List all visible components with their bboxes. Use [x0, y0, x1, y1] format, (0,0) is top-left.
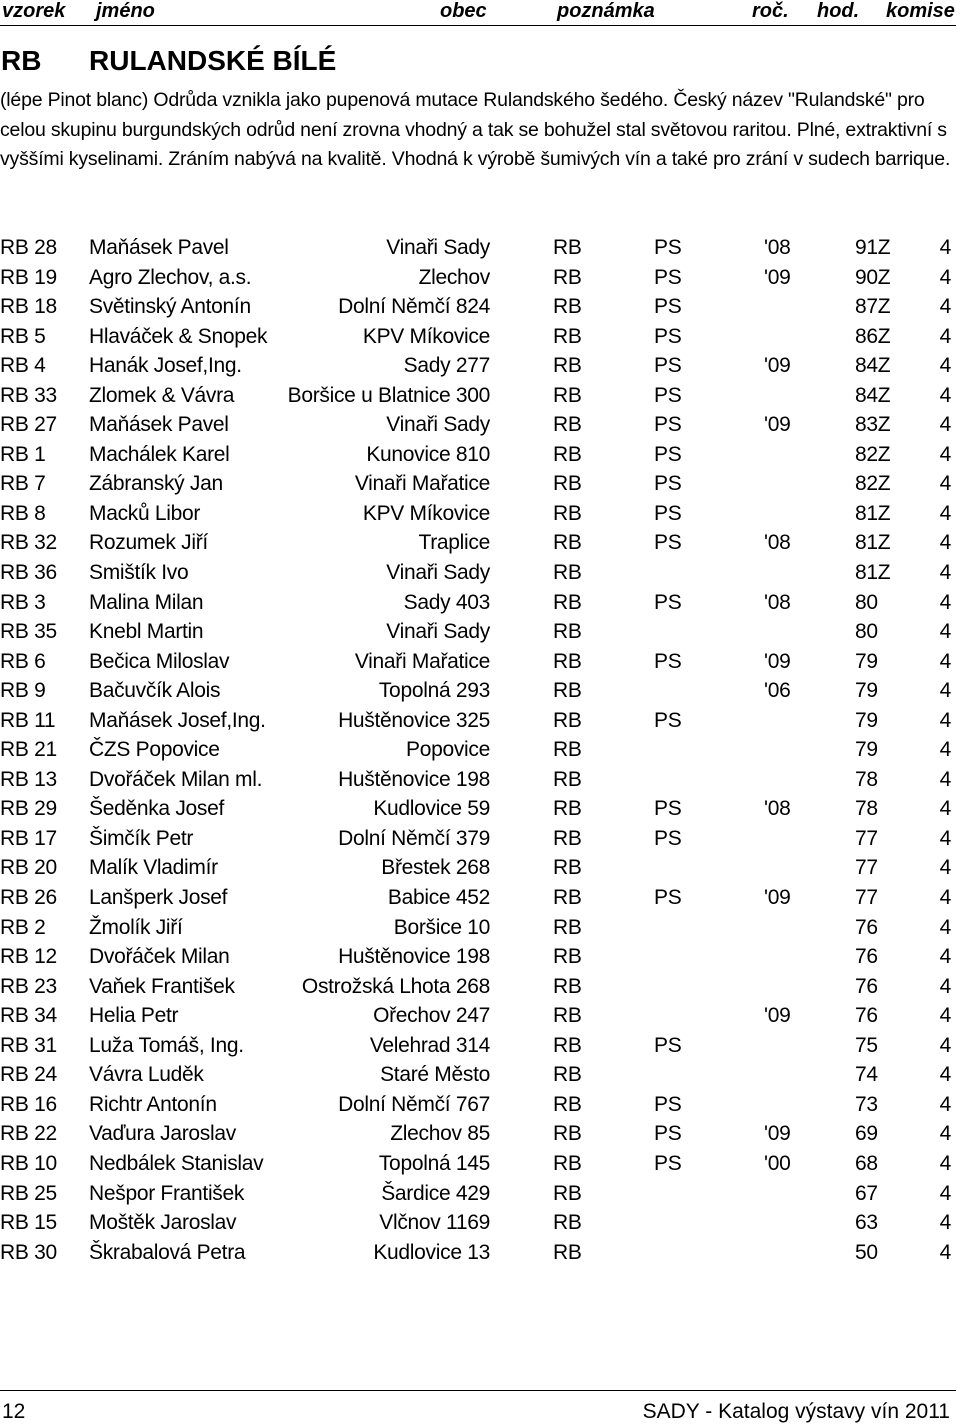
- variety-code: RB: [1, 45, 42, 76]
- sample-code: RB 20: [0, 856, 57, 880]
- column-header: [0, 0, 956, 26]
- village: Dolní Němčí 379: [338, 826, 490, 850]
- sample-code: RB 7: [0, 472, 46, 496]
- sample-code: RB 21: [0, 738, 57, 762]
- sample-code: RB 17: [0, 826, 57, 850]
- note: PS: [654, 886, 682, 910]
- rating: 76: [855, 945, 878, 969]
- producer-name: Nešpor František: [89, 1181, 245, 1205]
- table-row: [0, 1208, 956, 1238]
- commission: 4: [939, 1151, 951, 1175]
- rating: 81Z: [855, 561, 891, 585]
- table-row: [0, 942, 956, 972]
- sample-code: RB 13: [0, 767, 57, 791]
- table-row: [0, 647, 956, 677]
- producer-name: Luža Tomáš, Ing.: [89, 1033, 244, 1057]
- commission: 4: [939, 561, 951, 585]
- table-row: [0, 233, 956, 263]
- header-roc: roč.: [752, 0, 789, 22]
- table-row: [0, 1001, 956, 1031]
- producer-name: Zlomek & Vávra: [89, 383, 235, 407]
- vintage: '09: [764, 265, 791, 289]
- commission: 4: [939, 738, 951, 762]
- rating: 63: [855, 1211, 878, 1235]
- header-hod: hod.: [817, 0, 860, 22]
- rating: 82Z: [855, 472, 891, 496]
- variety-abbrev: RB: [553, 1151, 582, 1175]
- table-row: [0, 617, 956, 647]
- sample-code: RB 18: [0, 295, 57, 319]
- rating: 82Z: [855, 442, 891, 466]
- variety-abbrev: RB: [553, 1181, 582, 1205]
- village: Zlechov: [418, 265, 490, 289]
- rating: 79: [855, 679, 878, 703]
- variety-abbrev: RB: [553, 767, 582, 791]
- sample-code: RB 8: [0, 501, 46, 525]
- village: Kunovice 810: [366, 442, 490, 466]
- variety-abbrev: RB: [553, 1004, 582, 1028]
- header-vzorek: vzorek: [2, 0, 66, 22]
- producer-name: Hlaváček & Snopek: [89, 324, 268, 348]
- commission: 4: [939, 856, 951, 880]
- producer-name: Agro Zlechov, a.s.: [89, 265, 252, 289]
- producer-name: Světinský Antonín: [89, 295, 251, 319]
- table-row: [0, 1119, 956, 1149]
- sample-code: RB 11: [0, 708, 56, 732]
- note: PS: [654, 797, 682, 821]
- sample-code: RB 28: [0, 236, 57, 259]
- note: PS: [654, 1122, 682, 1146]
- village: Vinaři Sady: [386, 620, 490, 644]
- rating: 84Z: [855, 383, 891, 407]
- table-row: [0, 588, 956, 618]
- producer-name: ČZS Popovice: [89, 738, 220, 762]
- village: Sady 403: [403, 590, 490, 614]
- commission: 4: [939, 1033, 951, 1057]
- village: Huštěnovice 325: [338, 708, 490, 732]
- vintage: '00: [764, 1151, 791, 1175]
- vintage: '06: [764, 679, 791, 703]
- rating: 79: [855, 708, 878, 732]
- vintage: '08: [764, 797, 791, 821]
- commission: 4: [939, 649, 951, 673]
- sample-code: RB 4: [0, 354, 46, 378]
- table-row: [0, 558, 956, 588]
- producer-name: Maňásek Pavel: [89, 413, 229, 437]
- sample-code: RB 25: [0, 1181, 57, 1205]
- variety-abbrev: RB: [553, 590, 582, 614]
- variety-abbrev: RB: [553, 442, 582, 466]
- note: PS: [654, 826, 682, 850]
- table-row: [0, 1060, 956, 1090]
- village: Staré Město: [380, 1063, 490, 1087]
- sample-code: RB 6: [0, 649, 46, 673]
- variety-abbrev: RB: [553, 708, 582, 732]
- table-row: [0, 1090, 956, 1120]
- header-divider: [0, 25, 956, 26]
- rating: 84Z: [855, 354, 891, 378]
- rating: 80: [855, 620, 878, 644]
- variety-abbrev: RB: [553, 945, 582, 969]
- commission: 4: [939, 442, 951, 466]
- producer-name: Vaďura Jaroslav: [89, 1122, 236, 1146]
- rating: 79: [855, 738, 878, 762]
- table-row: [0, 381, 956, 411]
- rating: 78: [855, 767, 878, 791]
- note: PS: [654, 295, 682, 319]
- village: KPV Míkovice: [362, 324, 490, 348]
- producer-name: Žmolík Jiří: [89, 915, 183, 939]
- variety-abbrev: RB: [553, 886, 582, 910]
- variety-abbrev: RB: [553, 531, 582, 555]
- producer-name: Rozumek Jiří: [89, 531, 208, 555]
- rating: 79: [855, 649, 878, 673]
- commission: 4: [939, 708, 951, 732]
- village: Velehrad 314: [369, 1033, 490, 1057]
- variety-abbrev: RB: [553, 413, 582, 437]
- variety-abbrev: RB: [553, 1211, 582, 1235]
- village: Vinaři Mařatice: [354, 472, 490, 496]
- commission: 4: [939, 1004, 951, 1028]
- commission: 4: [939, 236, 951, 259]
- producer-name: Moštěk Jaroslav: [89, 1211, 237, 1235]
- vintage: '08: [764, 590, 791, 614]
- producer-name: Helia Petr: [89, 1004, 179, 1028]
- publication-title: SADY - Katalog výstavy vín 2011: [642, 1400, 950, 1423]
- table-row: [0, 440, 956, 470]
- rating: 83Z: [855, 413, 891, 437]
- sample-code: RB 33: [0, 383, 57, 407]
- village: Topolná 293: [378, 679, 490, 703]
- table-row: [0, 410, 956, 440]
- commission: 4: [939, 915, 951, 939]
- table-row: [0, 913, 956, 943]
- commission: 4: [939, 620, 951, 644]
- producer-name: Vaňek František: [89, 974, 235, 998]
- rating: 76: [855, 915, 878, 939]
- sample-code: RB 22: [0, 1122, 57, 1146]
- producer-name: Vávra Luděk: [89, 1063, 204, 1087]
- producer-name: Nedbálek Stanislav: [89, 1151, 264, 1175]
- sample-code: RB 5: [0, 324, 46, 348]
- producer-name: Škrabalová Petra: [89, 1240, 246, 1264]
- vintage: '08: [764, 236, 791, 259]
- rating: 86Z: [855, 324, 891, 348]
- vintage: '09: [764, 1122, 791, 1146]
- village: Popovice: [406, 738, 490, 762]
- vintage: '08: [764, 531, 791, 555]
- rating: 75: [855, 1033, 878, 1057]
- commission: 4: [939, 1240, 951, 1264]
- variety-abbrev: RB: [553, 1063, 582, 1087]
- note: PS: [654, 236, 682, 259]
- table-row: [0, 1179, 956, 1209]
- variety-abbrev: RB: [553, 354, 582, 378]
- village: Vinaři Sady: [386, 413, 490, 437]
- rating: 81Z: [855, 501, 891, 525]
- sample-code: RB 1: [0, 442, 46, 466]
- table-row: [0, 499, 956, 529]
- sample-code: RB 3: [0, 590, 46, 614]
- commission: 4: [939, 354, 951, 378]
- table-row: [0, 735, 956, 765]
- rating: 76: [855, 1004, 878, 1028]
- variety-abbrev: RB: [553, 915, 582, 939]
- producer-name: Macků Libor: [89, 501, 201, 525]
- producer-name: Machálek Karel: [89, 442, 230, 466]
- producer-name: Bačuvčík Alois: [89, 679, 221, 703]
- note: PS: [654, 383, 682, 407]
- variety-abbrev: RB: [553, 1033, 582, 1057]
- village: Topolná 145: [378, 1151, 490, 1175]
- sample-code: RB 23: [0, 974, 57, 998]
- sample-code: RB 15: [0, 1211, 57, 1235]
- wine-table: [0, 233, 956, 1267]
- village: Ořechov 247: [373, 1004, 490, 1028]
- commission: 4: [939, 383, 951, 407]
- variety-abbrev: RB: [553, 236, 582, 259]
- note: PS: [654, 1033, 682, 1057]
- commission: 4: [939, 1092, 951, 1116]
- note: PS: [654, 708, 682, 732]
- table-row: [0, 528, 956, 558]
- note: PS: [654, 649, 682, 673]
- village: Boršice u Blatnice 300: [287, 383, 490, 407]
- note: PS: [654, 265, 682, 289]
- variety-abbrev: RB: [553, 620, 582, 644]
- rating: 87Z: [855, 295, 891, 319]
- rating: 91Z: [855, 236, 891, 259]
- sample-code: RB 27: [0, 413, 57, 437]
- commission: 4: [939, 1211, 951, 1235]
- producer-name: Maňásek Josef,Ing.: [89, 708, 266, 732]
- note: PS: [654, 531, 682, 555]
- village: Boršice 10: [393, 915, 490, 939]
- note: PS: [654, 413, 682, 437]
- note: PS: [654, 501, 682, 525]
- producer-name: Zábranský Jan: [89, 472, 223, 496]
- variety-abbrev: RB: [553, 383, 582, 407]
- village: Vlčnov 1169: [379, 1211, 490, 1235]
- page-number: 12: [2, 1400, 26, 1423]
- producer-name: Smištík Ivo: [89, 561, 189, 585]
- sample-code: RB 32: [0, 531, 57, 555]
- producer-name: Lanšperk Josef: [89, 886, 228, 910]
- sample-code: RB 10: [0, 1151, 57, 1175]
- village: Kudlovice 59: [373, 797, 490, 821]
- variety-abbrev: RB: [553, 295, 582, 319]
- village: Šardice 429: [381, 1181, 490, 1205]
- table-row: [0, 883, 956, 913]
- rating: 67: [855, 1181, 878, 1205]
- village: Vinaři Mařatice: [354, 649, 490, 673]
- commission: 4: [939, 797, 951, 821]
- rating: 90Z: [855, 265, 891, 289]
- variety-abbrev: RB: [553, 1092, 582, 1116]
- sample-code: RB 35: [0, 620, 57, 644]
- table-row: [0, 794, 956, 824]
- rating: 68: [855, 1151, 878, 1175]
- variety-abbrev: RB: [553, 1122, 582, 1146]
- variety-name: RULANDSKÉ BÍLÉ: [89, 45, 337, 76]
- commission: 4: [939, 265, 951, 289]
- commission: 4: [939, 974, 951, 998]
- vintage: '09: [764, 1004, 791, 1028]
- rating: 77: [855, 826, 878, 850]
- commission: 4: [939, 531, 951, 555]
- village: KPV Míkovice: [362, 501, 490, 525]
- variety-abbrev: RB: [553, 974, 582, 998]
- commission: 4: [939, 501, 951, 525]
- rating: 80: [855, 590, 878, 614]
- note: PS: [654, 1092, 682, 1116]
- village: Kudlovice 13: [373, 1240, 490, 1264]
- page-footer: [0, 1398, 956, 1426]
- commission: 4: [939, 1122, 951, 1146]
- header-poznamka: poznámka: [557, 0, 655, 22]
- sample-code: RB 19: [0, 265, 57, 289]
- table-row: [0, 676, 956, 706]
- variety-abbrev: RB: [553, 1240, 582, 1264]
- commission: 4: [939, 679, 951, 703]
- note: PS: [654, 324, 682, 348]
- producer-name: Šeděnka Josef: [89, 797, 225, 821]
- variety-heading: [0, 44, 956, 78]
- table-row: [0, 824, 956, 854]
- commission: 4: [939, 767, 951, 791]
- variety-abbrev: RB: [553, 738, 582, 762]
- variety-abbrev: RB: [553, 679, 582, 703]
- rating: 73: [855, 1092, 878, 1116]
- village: Traplice: [418, 531, 490, 555]
- vintage: '09: [764, 354, 791, 378]
- table-row: [0, 1031, 956, 1061]
- village: Ostrožská Lhota 268: [301, 974, 490, 998]
- sample-code: RB 26: [0, 886, 57, 910]
- variety-abbrev: RB: [553, 826, 582, 850]
- sample-code: RB 29: [0, 797, 57, 821]
- sample-code: RB 31: [0, 1033, 57, 1057]
- commission: 4: [939, 590, 951, 614]
- footer-divider: [0, 1390, 956, 1391]
- table-row: [0, 765, 956, 795]
- producer-name: Malina Milan: [89, 590, 204, 614]
- variety-abbrev: RB: [553, 472, 582, 496]
- note: PS: [654, 442, 682, 466]
- commission: 4: [939, 826, 951, 850]
- sample-code: RB 2: [0, 915, 46, 939]
- village: Zlechov 85: [390, 1122, 490, 1146]
- header-komise: komise: [886, 0, 955, 22]
- table-row: [0, 972, 956, 1002]
- producer-name: Hanák Josef,Ing.: [89, 354, 242, 378]
- rating: 77: [855, 856, 878, 880]
- table-row: [0, 1149, 956, 1179]
- village: Vinaři Sady: [386, 561, 490, 585]
- village: Břestek 268: [381, 856, 490, 880]
- producer-name: Richtr Antonín: [89, 1092, 217, 1116]
- producer-name: Bečica Miloslav: [89, 649, 230, 673]
- village: Huštěnovice 198: [338, 767, 490, 791]
- commission: 4: [939, 1181, 951, 1205]
- producer-name: Malík Vladimír: [89, 856, 218, 880]
- sample-code: RB 36: [0, 561, 57, 585]
- commission: 4: [939, 945, 951, 969]
- sample-code: RB 30: [0, 1240, 57, 1264]
- variety-abbrev: RB: [553, 856, 582, 880]
- sample-code: RB 12: [0, 945, 57, 969]
- vintage: '09: [764, 886, 791, 910]
- table-row: [0, 706, 956, 736]
- rating: 81Z: [855, 531, 891, 555]
- sample-code: RB 24: [0, 1063, 57, 1087]
- producer-name: Maňásek Pavel: [89, 236, 229, 259]
- rating: 78: [855, 797, 878, 821]
- note: PS: [654, 590, 682, 614]
- note: PS: [654, 472, 682, 496]
- header-jmeno: jméno: [96, 0, 155, 22]
- vintage: '09: [764, 649, 791, 673]
- table-row: [0, 1238, 956, 1268]
- village: Dolní Němčí 824: [338, 295, 490, 319]
- table-row: [0, 853, 956, 883]
- rating: 77: [855, 886, 878, 910]
- variety-abbrev: RB: [553, 561, 582, 585]
- header-obec: obec: [440, 0, 487, 22]
- note: PS: [654, 1151, 682, 1175]
- variety-abbrev: RB: [553, 501, 582, 525]
- variety-description: (lépe Pinot blanc) Odrůda vznikla jako pupenová mutace Rulandského šedého. Český název "Rulandské" pro celou skupinu burgundských odrůd není zrovna vhodný a tak se bohužel stal světovou raritou. Plné, extraktivní s vyššími kyselinami. Zráním nabývá na kvalitě. Vhodná k výrobě šumivých vín a také pro zrání v sudech barrique.: [0, 89, 951, 170]
- rating: 50: [855, 1240, 878, 1264]
- variety-abbrev: RB: [553, 797, 582, 821]
- sample-code: RB 34: [0, 1004, 57, 1028]
- note: PS: [654, 354, 682, 378]
- commission: 4: [939, 886, 951, 910]
- sample-code: RB 16: [0, 1092, 57, 1116]
- commission: 4: [939, 472, 951, 496]
- rating: 74: [855, 1063, 878, 1087]
- rating: 69: [855, 1122, 878, 1146]
- variety-abbrev: RB: [553, 265, 582, 289]
- commission: 4: [939, 324, 951, 348]
- producer-name: Knebl Martin: [89, 620, 204, 644]
- producer-name: Dvořáček Milan: [89, 945, 230, 969]
- variety-abbrev: RB: [553, 649, 582, 673]
- village: Huštěnovice 198: [338, 945, 490, 969]
- producer-name: Dvořáček Milan ml.: [89, 767, 263, 791]
- village: Dolní Němčí 767: [338, 1092, 490, 1116]
- variety-abbrev: RB: [553, 324, 582, 348]
- table-row: [0, 469, 956, 499]
- vintage: '09: [764, 413, 791, 437]
- village: Sady 277: [403, 354, 490, 378]
- village: Babice 452: [387, 886, 490, 910]
- sample-code: RB 9: [0, 679, 46, 703]
- rating: 76: [855, 974, 878, 998]
- village: Vinaři Sady: [386, 236, 490, 259]
- producer-name: Šimčík Petr: [89, 826, 194, 850]
- table-row: [0, 351, 956, 381]
- table-row: [0, 263, 956, 293]
- commission: 4: [939, 413, 951, 437]
- table-row: [0, 322, 956, 352]
- commission: 4: [939, 1063, 951, 1087]
- table-row: [0, 292, 956, 322]
- commission: 4: [939, 295, 951, 319]
